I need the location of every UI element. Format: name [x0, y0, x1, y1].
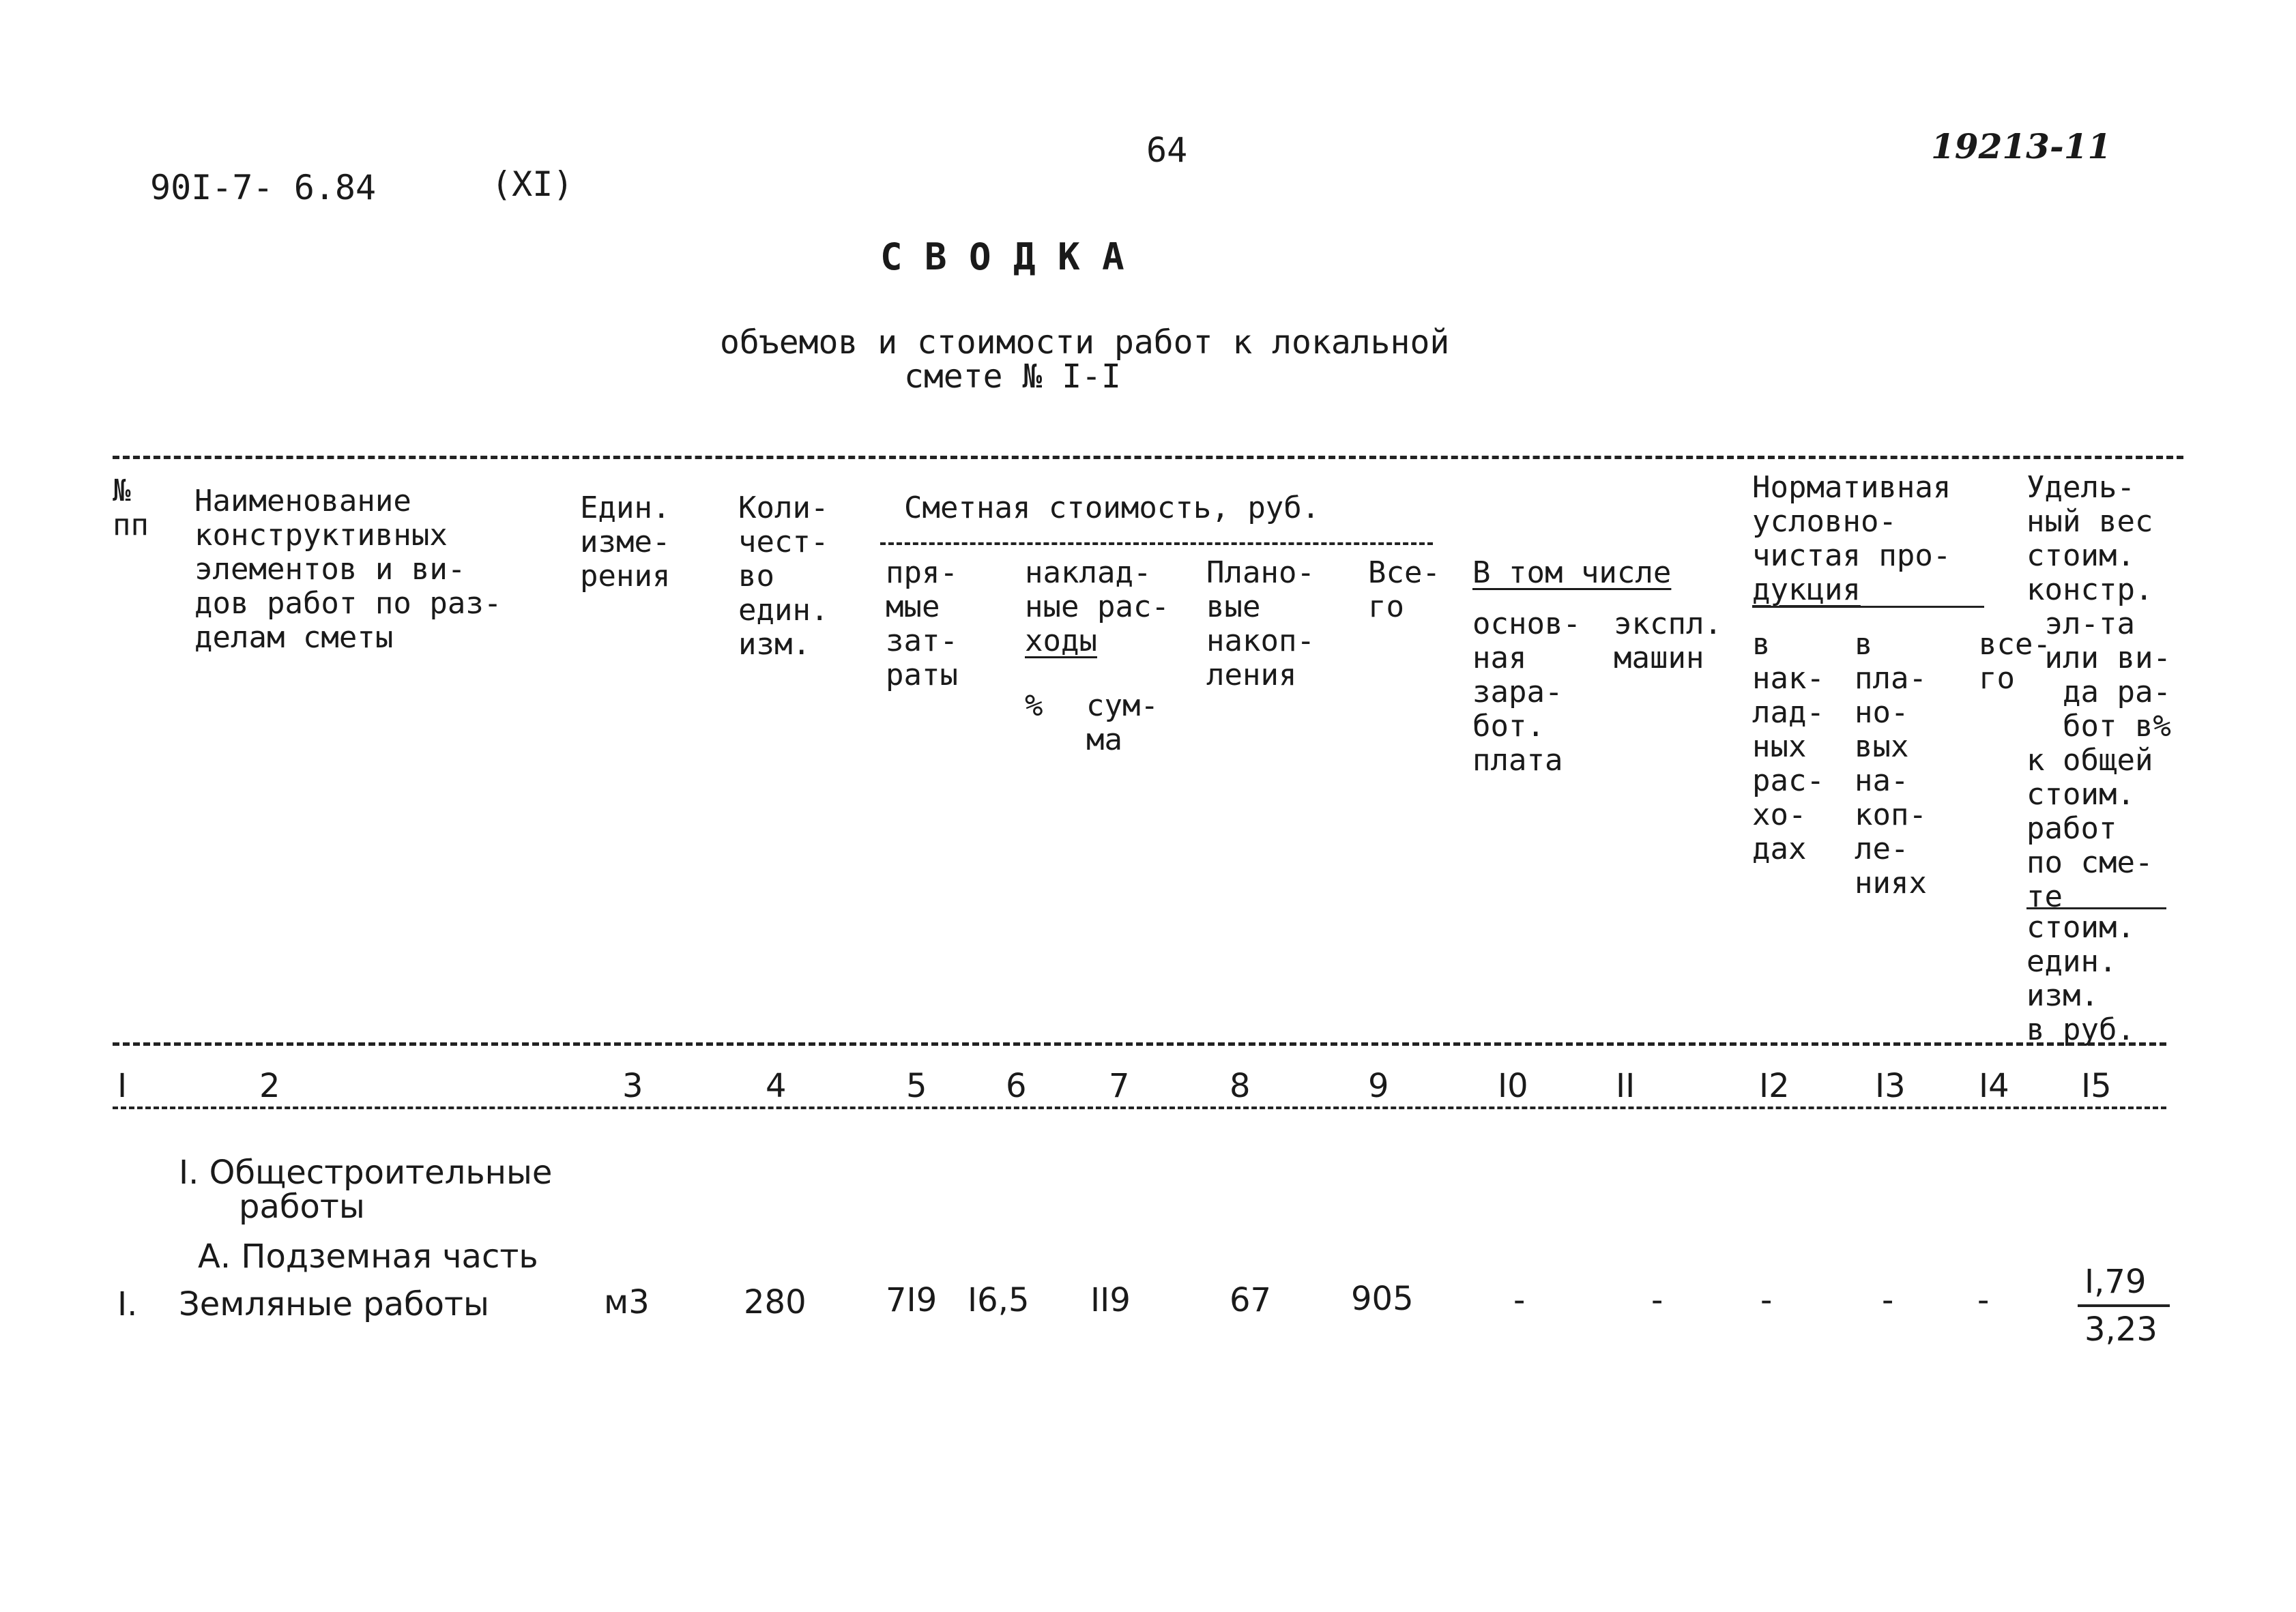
row-norm-total: - — [1977, 1281, 1990, 1319]
col-header-machine-ops: экспл. машин — [1614, 606, 1722, 675]
col-header-including-group: В том числе — [1472, 555, 1672, 590]
col-header-norm-planned: в пла- но- вых на- коп- ле- ниях — [1855, 627, 1927, 900]
col-header-quantity: Коли- чест- во един. изм. — [738, 490, 829, 662]
cost-group-divider — [880, 542, 1433, 545]
col-header-name: Наименование конструктивных элементов и ви- дов работ по раз- делам сметы — [194, 484, 502, 655]
col-header-weight-top: Удель- ный вес стоим. констр. эл-та или ви- да ра- бот в% к общей стоим. работ по сме- те — [2026, 470, 2171, 914]
norm-group-divider — [1752, 606, 1984, 608]
col-number-14: I4 — [1979, 1067, 2009, 1105]
col-header-norm-line4: дукция — [1752, 572, 1861, 607]
row-norm-planned: - — [1882, 1281, 1894, 1319]
col-number-5: 5 — [906, 1067, 927, 1105]
col-number-2: 2 — [259, 1067, 280, 1105]
document-series: (XI) — [491, 164, 574, 204]
col-number-11: II — [1616, 1067, 1636, 1105]
row-name: Земляные работы — [179, 1285, 489, 1323]
row-planned-savings: 67 — [1230, 1281, 1272, 1319]
row-overhead-sum: II9 — [1090, 1281, 1131, 1319]
col-number-15: I5 — [2081, 1067, 2112, 1105]
col-header-norm-line2: условно- — [1752, 504, 1897, 539]
row-base-wages: - — [1513, 1281, 1526, 1319]
col-header-weight-bottom: стоим. един. изм. в руб. — [2026, 910, 2135, 1047]
col-number-9: 9 — [1368, 1067, 1389, 1105]
col-number-12: I2 — [1759, 1067, 1790, 1105]
page-number: 64 — [1146, 130, 1188, 170]
row-overhead-percent: I6,5 — [968, 1281, 1030, 1319]
row-weight-bottom: 3,23 — [2084, 1310, 2157, 1349]
section-heading-line2: работы — [239, 1188, 365, 1226]
col-header-unit: Един. изме- рения — [580, 490, 671, 593]
col-header-planned-savings: Плано- вые накоп- ления — [1206, 555, 1315, 692]
document-code: 90I-7- 6.84 — [150, 168, 377, 207]
col-header-total: Все- го — [1368, 555, 1440, 624]
row-norm-overhead: - — [1760, 1281, 1773, 1319]
section-heading-line1: I. Общестроительные — [179, 1154, 553, 1192]
col-header-overhead-line1: наклад- — [1025, 555, 1152, 590]
col-number-3: 3 — [622, 1067, 643, 1105]
col-header-overhead-sum: сум- ма — [1086, 688, 1159, 757]
col-number-4: 4 — [766, 1067, 787, 1105]
weight-fraction-line — [2026, 907, 2166, 909]
col-header-norm-overhead: в нак- лад- ных рас- хо- дах — [1752, 627, 1825, 866]
archive-stamp: 19213-11 — [1931, 126, 2112, 166]
row-number: I. — [117, 1285, 138, 1323]
col-header-overhead-line2: ные рас- — [1025, 589, 1169, 624]
col-header-norm-line3: чистая про- — [1752, 538, 1951, 573]
row-weight-fraction-line — [2078, 1304, 2170, 1307]
col-number-6: 6 — [1006, 1067, 1027, 1105]
document-title: С В О Д К А — [880, 235, 1124, 278]
table-header-bottom-border — [113, 1042, 2166, 1046]
table-top-border — [113, 456, 2183, 459]
col-header-base-wages: основ- ная зара- бот. плата — [1472, 606, 1581, 778]
col-number-1: I — [117, 1067, 128, 1105]
col-header-norm-total: все- го — [1979, 627, 2051, 696]
subsection-heading: А. Подземная часть — [198, 1237, 538, 1276]
col-number-13: I3 — [1875, 1067, 1906, 1105]
col-header-overhead-line3: ходы — [1025, 624, 1097, 658]
col-header-direct-costs: пря- мые зат- раты — [886, 555, 958, 692]
row-weight-top: I,79 — [2084, 1263, 2147, 1301]
row-direct-costs: 7I9 — [886, 1281, 938, 1319]
column-numbers-underline — [113, 1107, 2166, 1109]
row-total: 905 — [1351, 1280, 1414, 1318]
row-machine-ops: - — [1651, 1281, 1663, 1319]
col-header-norm-line1: Нормативная — [1752, 470, 1951, 505]
col-header-cost-group: Сметная стоимость, руб. — [904, 490, 1320, 525]
col-header-overhead-percent: % — [1025, 688, 1043, 723]
row-unit: м3 — [604, 1283, 650, 1321]
row-quantity: 280 — [744, 1283, 806, 1321]
col-header-number: № пп — [113, 473, 149, 542]
document-subtitle-line2: смете № I-I — [904, 357, 1121, 396]
document-subtitle-line1: объемов и стоимости работ к локальной — [720, 323, 1450, 362]
col-number-10: I0 — [1498, 1067, 1528, 1105]
col-number-8: 8 — [1230, 1067, 1251, 1105]
col-number-7: 7 — [1109, 1067, 1130, 1105]
